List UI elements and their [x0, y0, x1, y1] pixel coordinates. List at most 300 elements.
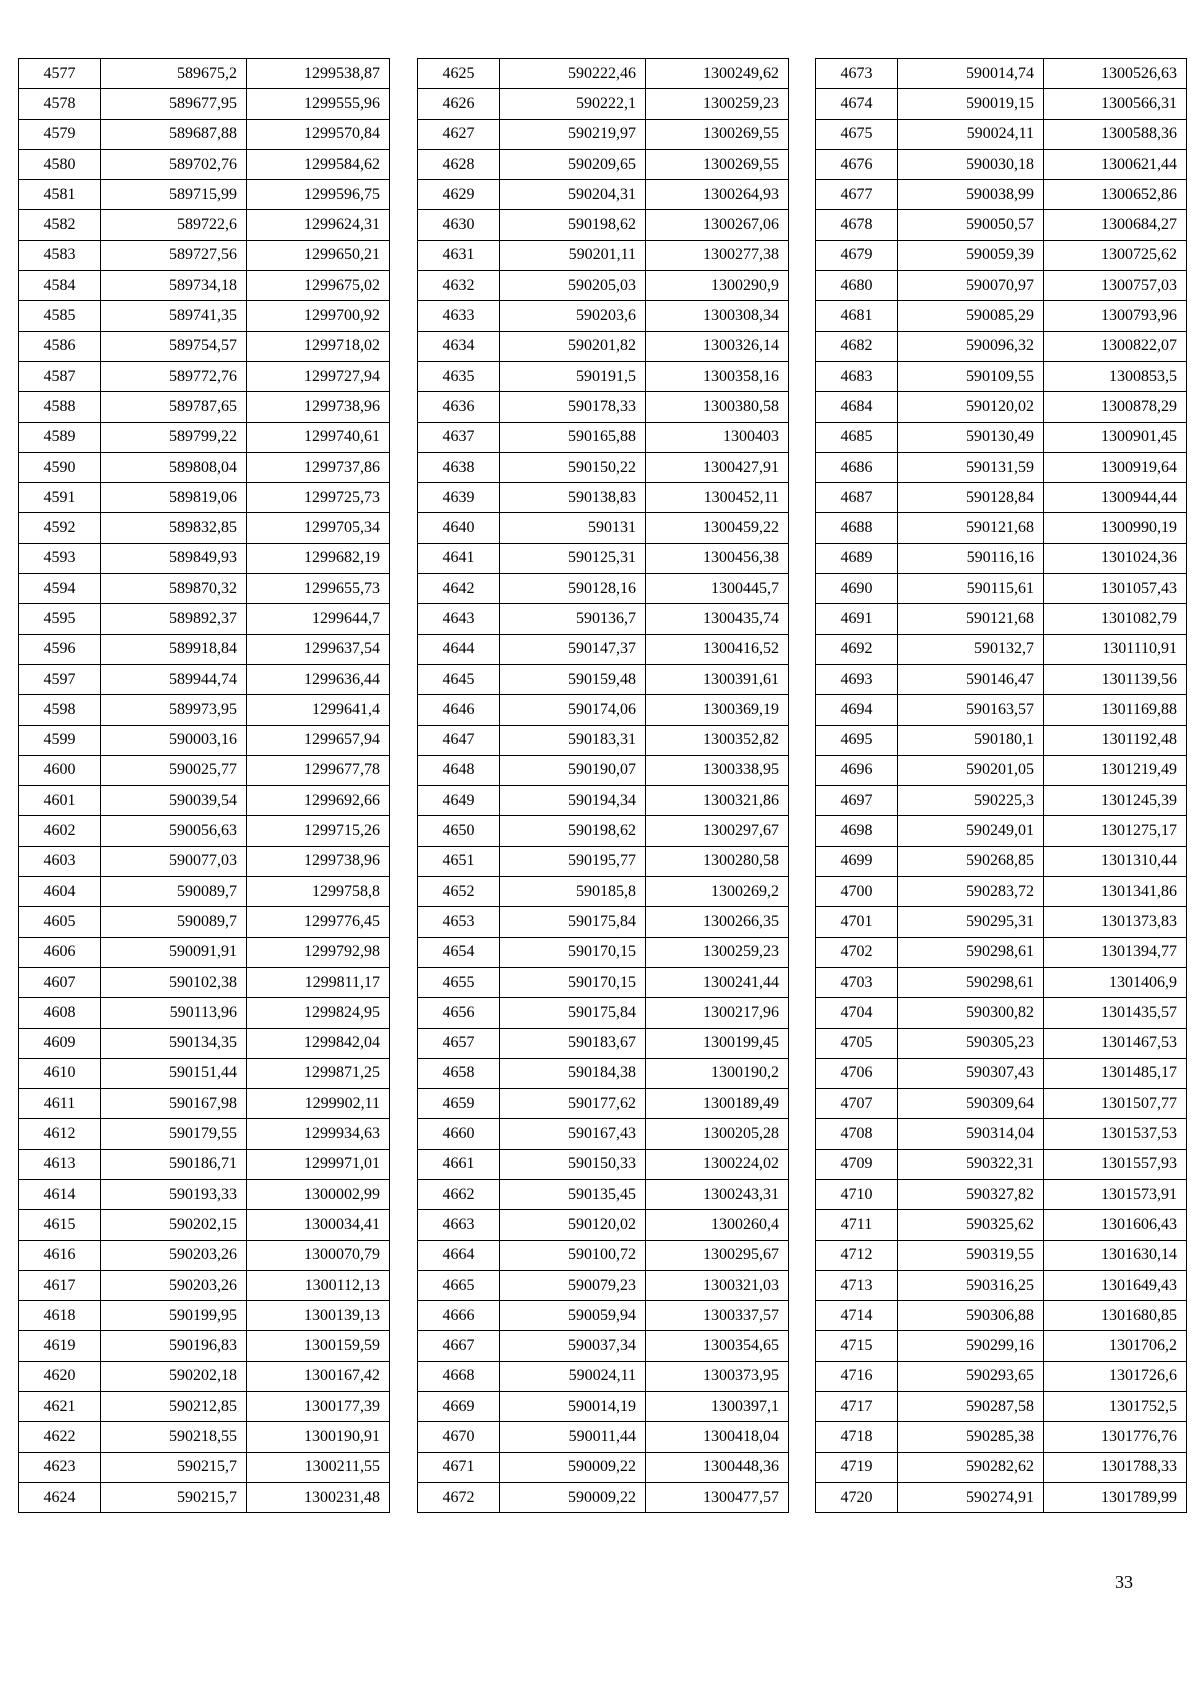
- point-number-cell: 4608: [19, 998, 101, 1028]
- table-row: [418, 1270, 789, 1300]
- x-coordinate-cell: 590179,55: [101, 1119, 247, 1149]
- y-coordinate-cell: 1301110,91: [1044, 634, 1187, 664]
- y-coordinate-cell: 1300391,61: [646, 664, 789, 694]
- x-coordinate-cell: 590091,91: [101, 937, 247, 967]
- x-coordinate-cell: 590138,83: [500, 483, 646, 513]
- table-row: [19, 695, 390, 725]
- point-number-cell: 4661: [418, 1149, 500, 1179]
- point-number-cell: 4667: [418, 1331, 500, 1361]
- y-coordinate-cell: 1300566,31: [1044, 89, 1187, 119]
- x-coordinate-cell: 590096,32: [898, 331, 1044, 361]
- y-coordinate-cell: 1300070,79: [247, 1240, 390, 1270]
- y-coordinate-cell: 1300308,34: [646, 301, 789, 331]
- point-number-cell: 4687: [816, 483, 898, 513]
- table-row: [19, 271, 390, 301]
- y-coordinate-cell: 1300456,38: [646, 543, 789, 573]
- y-coordinate-cell: 1299538,87: [247, 59, 390, 89]
- table-row: [816, 1301, 1187, 1331]
- y-coordinate-cell: 1301507,77: [1044, 1089, 1187, 1119]
- point-number-cell: 4603: [19, 846, 101, 876]
- y-coordinate-cell: 1299596,75: [247, 180, 390, 210]
- x-coordinate-cell: 590198,62: [500, 816, 646, 846]
- x-coordinate-cell: 590215,7: [101, 1482, 247, 1512]
- point-number-cell: 4581: [19, 180, 101, 210]
- table-row: [19, 998, 390, 1028]
- point-number-cell: 4703: [816, 967, 898, 997]
- y-coordinate-cell: 1301057,43: [1044, 574, 1187, 604]
- y-coordinate-cell: 1299934,63: [247, 1119, 390, 1149]
- point-number-cell: 4605: [19, 907, 101, 937]
- point-number-cell: 4716: [816, 1361, 898, 1391]
- x-coordinate-cell: 590037,34: [500, 1331, 646, 1361]
- y-coordinate-cell: 1300477,57: [646, 1482, 789, 1512]
- y-coordinate-cell: 1299705,34: [247, 513, 390, 543]
- table-row: [816, 1452, 1187, 1482]
- point-number-cell: 4600: [19, 755, 101, 785]
- y-coordinate-cell: 1300793,96: [1044, 301, 1187, 331]
- y-coordinate-cell: 1300919,64: [1044, 452, 1187, 482]
- table-row: [19, 1301, 390, 1331]
- y-coordinate-cell: 1300217,96: [646, 998, 789, 1028]
- point-number-cell: 4693: [816, 664, 898, 694]
- x-coordinate-cell: 590190,07: [500, 755, 646, 785]
- y-coordinate-cell: 1300757,03: [1044, 271, 1187, 301]
- table-row: [19, 361, 390, 391]
- y-coordinate-cell: 1299570,84: [247, 119, 390, 149]
- x-coordinate-cell: 590184,38: [500, 1058, 646, 1088]
- x-coordinate-cell: 590325,62: [898, 1210, 1044, 1240]
- x-coordinate-cell: 590009,22: [500, 1482, 646, 1512]
- point-number-cell: 4617: [19, 1270, 101, 1300]
- table-row: [19, 1089, 390, 1119]
- y-coordinate-cell: 1301706,2: [1044, 1331, 1187, 1361]
- point-number-cell: 4594: [19, 574, 101, 604]
- x-coordinate-cell: 590011,44: [500, 1422, 646, 1452]
- x-coordinate-cell: 590201,82: [500, 331, 646, 361]
- y-coordinate-cell: 1300652,86: [1044, 180, 1187, 210]
- table-row: [816, 89, 1187, 119]
- x-coordinate-cell: 590130,49: [898, 422, 1044, 452]
- x-coordinate-cell: 590249,01: [898, 816, 1044, 846]
- point-number-cell: 4701: [816, 907, 898, 937]
- x-coordinate-cell: 590285,38: [898, 1422, 1044, 1452]
- x-coordinate-cell: 589944,74: [101, 664, 247, 694]
- y-coordinate-cell: 1299641,4: [247, 695, 390, 725]
- x-coordinate-cell: 590116,16: [898, 543, 1044, 573]
- y-coordinate-cell: 1301557,93: [1044, 1149, 1187, 1179]
- x-coordinate-cell: 589870,32: [101, 574, 247, 604]
- x-coordinate-cell: 590309,64: [898, 1089, 1044, 1119]
- x-coordinate-cell: 590025,77: [101, 755, 247, 785]
- x-coordinate-cell: 590316,25: [898, 1270, 1044, 1300]
- y-coordinate-cell: 1299871,25: [247, 1058, 390, 1088]
- x-coordinate-cell: 590205,03: [500, 271, 646, 301]
- table-row: [19, 937, 390, 967]
- y-coordinate-cell: 1299740,61: [247, 422, 390, 452]
- y-coordinate-cell: 1301467,53: [1044, 1028, 1187, 1058]
- y-coordinate-cell: 1299644,7: [247, 604, 390, 634]
- table-row: [19, 1270, 390, 1300]
- table-row: [816, 1149, 1187, 1179]
- x-coordinate-cell: 590201,05: [898, 755, 1044, 785]
- x-coordinate-cell: 590203,26: [101, 1270, 247, 1300]
- table-row: [418, 361, 789, 391]
- table-row: [418, 180, 789, 210]
- table-row: [418, 1240, 789, 1270]
- point-number-cell: 4634: [418, 331, 500, 361]
- table-row: [418, 271, 789, 301]
- point-number-cell: 4620: [19, 1361, 101, 1391]
- y-coordinate-cell: 1300269,2: [646, 877, 789, 907]
- x-coordinate-cell: 589832,85: [101, 513, 247, 543]
- table-row: [418, 240, 789, 270]
- table-row: [418, 89, 789, 119]
- x-coordinate-cell: 590115,61: [898, 574, 1044, 604]
- x-coordinate-cell: 590056,63: [101, 816, 247, 846]
- table-row: [418, 1210, 789, 1240]
- table-row: [19, 786, 390, 816]
- table-row: [19, 1331, 390, 1361]
- y-coordinate-cell: 1300264,93: [646, 180, 789, 210]
- y-coordinate-cell: 1300354,65: [646, 1331, 789, 1361]
- point-number-cell: 4698: [816, 816, 898, 846]
- x-coordinate-cell: 590120,02: [500, 1210, 646, 1240]
- x-coordinate-cell: 590282,62: [898, 1452, 1044, 1482]
- x-coordinate-cell: 590024,11: [500, 1361, 646, 1391]
- point-number-cell: 4649: [418, 786, 500, 816]
- x-coordinate-cell: 590170,15: [500, 967, 646, 997]
- table-row: [418, 1058, 789, 1088]
- point-number-cell: 4653: [418, 907, 500, 937]
- table-row: [19, 59, 390, 89]
- x-coordinate-cell: 589702,76: [101, 149, 247, 179]
- table-row: [816, 301, 1187, 331]
- point-number-cell: 4596: [19, 634, 101, 664]
- y-coordinate-cell: 1300290,9: [646, 271, 789, 301]
- x-coordinate-cell: 590165,88: [500, 422, 646, 452]
- y-coordinate-cell: 1301435,57: [1044, 998, 1187, 1028]
- y-coordinate-cell: 1299655,73: [247, 574, 390, 604]
- y-coordinate-cell: 1300337,57: [646, 1301, 789, 1331]
- y-coordinate-cell: 1300259,23: [646, 937, 789, 967]
- y-coordinate-cell: 1300241,44: [646, 967, 789, 997]
- table-row: [418, 816, 789, 846]
- table-row: [816, 846, 1187, 876]
- table-row: [19, 664, 390, 694]
- table-row: [19, 1422, 390, 1452]
- x-coordinate-cell: 590163,57: [898, 695, 1044, 725]
- table-row: [816, 937, 1187, 967]
- point-number-cell: 4589: [19, 422, 101, 452]
- y-coordinate-cell: 1299677,78: [247, 755, 390, 785]
- table-row: [418, 877, 789, 907]
- table-row: [19, 240, 390, 270]
- x-coordinate-cell: 590079,23: [500, 1270, 646, 1300]
- y-coordinate-cell: 1301789,99: [1044, 1482, 1187, 1512]
- x-coordinate-cell: 590150,22: [500, 452, 646, 482]
- point-number-cell: 4647: [418, 725, 500, 755]
- point-number-cell: 4662: [418, 1179, 500, 1209]
- x-coordinate-cell: 590121,68: [898, 513, 1044, 543]
- point-number-cell: 4585: [19, 301, 101, 331]
- table-row: [19, 634, 390, 664]
- point-number-cell: 4601: [19, 786, 101, 816]
- table-row: [816, 1210, 1187, 1240]
- y-coordinate-cell: 1300139,13: [247, 1301, 390, 1331]
- point-number-cell: 4681: [816, 301, 898, 331]
- table-row: [418, 1028, 789, 1058]
- x-coordinate-cell: 590215,7: [101, 1452, 247, 1482]
- point-number-cell: 4679: [816, 240, 898, 270]
- x-coordinate-cell: 590113,96: [101, 998, 247, 1028]
- point-number-cell: 4702: [816, 937, 898, 967]
- table-row: [418, 967, 789, 997]
- y-coordinate-cell: 1300588,36: [1044, 119, 1187, 149]
- x-coordinate-cell: 590131: [500, 513, 646, 543]
- point-number-cell: 4579: [19, 119, 101, 149]
- y-coordinate-cell: 1300295,67: [646, 1240, 789, 1270]
- table-row: [418, 59, 789, 89]
- point-number-cell: 4685: [816, 422, 898, 452]
- x-coordinate-cell: 589772,76: [101, 361, 247, 391]
- y-coordinate-cell: 1300822,07: [1044, 331, 1187, 361]
- point-number-cell: 4720: [816, 1482, 898, 1512]
- y-coordinate-cell: 1300448,36: [646, 1452, 789, 1482]
- table-row: [418, 422, 789, 452]
- point-number-cell: 4674: [816, 89, 898, 119]
- y-coordinate-cell: 1301406,9: [1044, 967, 1187, 997]
- x-coordinate-cell: 590175,84: [500, 907, 646, 937]
- point-number-cell: 4644: [418, 634, 500, 664]
- x-coordinate-cell: 590185,8: [500, 877, 646, 907]
- y-coordinate-cell: 1300002,99: [247, 1179, 390, 1209]
- table-row: [418, 1361, 789, 1391]
- table-row: [19, 1058, 390, 1088]
- x-coordinate-cell: 589787,65: [101, 392, 247, 422]
- y-coordinate-cell: 1299624,31: [247, 210, 390, 240]
- point-number-cell: 4624: [19, 1482, 101, 1512]
- x-coordinate-cell: 590268,85: [898, 846, 1044, 876]
- table-row: [816, 59, 1187, 89]
- y-coordinate-cell: 1299692,66: [247, 786, 390, 816]
- y-coordinate-cell: 1300231,48: [247, 1482, 390, 1512]
- y-coordinate-cell: 1301573,91: [1044, 1179, 1187, 1209]
- x-coordinate-cell: 589799,22: [101, 422, 247, 452]
- point-number-cell: 4633: [418, 301, 500, 331]
- x-coordinate-cell: 590195,77: [500, 846, 646, 876]
- y-coordinate-cell: 1300190,91: [247, 1422, 390, 1452]
- x-coordinate-cell: 590306,88: [898, 1301, 1044, 1331]
- x-coordinate-cell: 590212,85: [101, 1392, 247, 1422]
- table-row: [19, 604, 390, 634]
- y-coordinate-cell: 1300189,49: [646, 1089, 789, 1119]
- point-number-cell: 4618: [19, 1301, 101, 1331]
- x-coordinate-cell: 589819,06: [101, 483, 247, 513]
- table-row: [418, 1119, 789, 1149]
- x-coordinate-cell: 590209,65: [500, 149, 646, 179]
- table-row: [816, 786, 1187, 816]
- table-row: [19, 967, 390, 997]
- x-coordinate-cell: 590319,55: [898, 1240, 1044, 1270]
- x-coordinate-cell: 590174,06: [500, 695, 646, 725]
- table-row: [816, 1028, 1187, 1058]
- table-row: [816, 967, 1187, 997]
- y-coordinate-cell: 1300034,41: [247, 1210, 390, 1240]
- point-number-cell: 4718: [816, 1422, 898, 1452]
- point-number-cell: 4658: [418, 1058, 500, 1088]
- table-row: [816, 483, 1187, 513]
- y-coordinate-cell: 1301485,17: [1044, 1058, 1187, 1088]
- point-number-cell: 4670: [418, 1422, 500, 1452]
- table-row: [418, 574, 789, 604]
- table-row: [19, 574, 390, 604]
- table-row: [816, 725, 1187, 755]
- point-number-cell: 4623: [19, 1452, 101, 1482]
- x-coordinate-cell: 590298,61: [898, 967, 1044, 997]
- table-row: [418, 907, 789, 937]
- y-coordinate-cell: 1300684,27: [1044, 210, 1187, 240]
- point-number-cell: 4614: [19, 1179, 101, 1209]
- point-number-cell: 4696: [816, 755, 898, 785]
- table-row: [816, 907, 1187, 937]
- y-coordinate-cell: 1300853,5: [1044, 361, 1187, 391]
- y-coordinate-cell: 1300269,55: [646, 149, 789, 179]
- y-coordinate-cell: 1300321,86: [646, 786, 789, 816]
- y-coordinate-cell: 1301649,43: [1044, 1270, 1187, 1300]
- y-coordinate-cell: 1300418,04: [646, 1422, 789, 1452]
- point-number-cell: 4690: [816, 574, 898, 604]
- point-number-cell: 4599: [19, 725, 101, 755]
- x-coordinate-cell: 589741,35: [101, 301, 247, 331]
- table-row: [816, 149, 1187, 179]
- coordinate-table-2: [417, 58, 789, 1513]
- point-number-cell: 4611: [19, 1089, 101, 1119]
- y-coordinate-cell: 1299718,02: [247, 331, 390, 361]
- point-number-cell: 4643: [418, 604, 500, 634]
- point-number-cell: 4602: [19, 816, 101, 846]
- table-row: [418, 483, 789, 513]
- point-number-cell: 4584: [19, 271, 101, 301]
- x-coordinate-cell: 590293,65: [898, 1361, 1044, 1391]
- y-coordinate-cell: 1301606,43: [1044, 1210, 1187, 1240]
- y-coordinate-cell: 1300243,31: [646, 1179, 789, 1209]
- point-number-cell: 4657: [418, 1028, 500, 1058]
- x-coordinate-cell: 590050,57: [898, 210, 1044, 240]
- x-coordinate-cell: 590125,31: [500, 543, 646, 573]
- x-coordinate-cell: 590038,99: [898, 180, 1044, 210]
- x-coordinate-cell: 590009,22: [500, 1452, 646, 1482]
- table-row: [19, 725, 390, 755]
- table-row: [816, 1119, 1187, 1149]
- point-number-cell: 4695: [816, 725, 898, 755]
- point-number-cell: 4628: [418, 149, 500, 179]
- table-row: [19, 1452, 390, 1482]
- table-row: [816, 1089, 1187, 1119]
- table-row: [816, 1482, 1187, 1512]
- x-coordinate-cell: 590019,15: [898, 89, 1044, 119]
- y-coordinate-cell: 1300397,1: [646, 1392, 789, 1422]
- y-coordinate-cell: 1300621,44: [1044, 149, 1187, 179]
- table-row: [19, 877, 390, 907]
- x-coordinate-cell: 590039,54: [101, 786, 247, 816]
- point-number-cell: 4676: [816, 149, 898, 179]
- point-number-cell: 4669: [418, 1392, 500, 1422]
- y-coordinate-cell: 1300211,55: [247, 1452, 390, 1482]
- table-row: [19, 1119, 390, 1149]
- table-row: [816, 755, 1187, 785]
- x-coordinate-cell: 590109,55: [898, 361, 1044, 391]
- point-number-cell: 4678: [816, 210, 898, 240]
- y-coordinate-cell: 1301310,44: [1044, 846, 1187, 876]
- point-number-cell: 4588: [19, 392, 101, 422]
- x-coordinate-cell: 590135,45: [500, 1179, 646, 1209]
- x-coordinate-cell: 590170,15: [500, 937, 646, 967]
- point-number-cell: 4648: [418, 755, 500, 785]
- x-coordinate-cell: 590132,7: [898, 634, 1044, 664]
- point-number-cell: 4656: [418, 998, 500, 1028]
- x-coordinate-cell: 590089,7: [101, 877, 247, 907]
- y-coordinate-cell: 1301275,17: [1044, 816, 1187, 846]
- point-number-cell: 4604: [19, 877, 101, 907]
- y-coordinate-cell: 1300459,22: [646, 513, 789, 543]
- point-number-cell: 4697: [816, 786, 898, 816]
- table-row: [816, 361, 1187, 391]
- x-coordinate-cell: 590183,67: [500, 1028, 646, 1058]
- y-coordinate-cell: 1300878,29: [1044, 392, 1187, 422]
- x-coordinate-cell: 590077,03: [101, 846, 247, 876]
- x-coordinate-cell: 590300,82: [898, 998, 1044, 1028]
- x-coordinate-cell: 590131,59: [898, 452, 1044, 482]
- point-number-cell: 4635: [418, 361, 500, 391]
- x-coordinate-cell: 590159,48: [500, 664, 646, 694]
- x-coordinate-cell: 590178,33: [500, 392, 646, 422]
- table-row: [418, 513, 789, 543]
- y-coordinate-cell: 1299737,86: [247, 452, 390, 482]
- x-coordinate-cell: 590193,33: [101, 1179, 247, 1209]
- point-number-cell: 4706: [816, 1058, 898, 1088]
- y-coordinate-cell: 1300321,03: [646, 1270, 789, 1300]
- point-number-cell: 4591: [19, 483, 101, 513]
- point-number-cell: 4705: [816, 1028, 898, 1058]
- table-row: [418, 301, 789, 331]
- y-coordinate-cell: 1301394,77: [1044, 937, 1187, 967]
- point-number-cell: 4694: [816, 695, 898, 725]
- y-coordinate-cell: 1301169,88: [1044, 695, 1187, 725]
- table-row: [418, 846, 789, 876]
- y-coordinate-cell: 1300435,74: [646, 604, 789, 634]
- point-number-cell: 4672: [418, 1482, 500, 1512]
- point-number-cell: 4677: [816, 180, 898, 210]
- point-number-cell: 4642: [418, 574, 500, 604]
- y-coordinate-cell: 1301082,79: [1044, 604, 1187, 634]
- table-row: [816, 119, 1187, 149]
- table-row: [418, 1149, 789, 1179]
- x-coordinate-cell: 589715,99: [101, 180, 247, 210]
- y-coordinate-cell: 1299811,17: [247, 967, 390, 997]
- point-number-cell: 4704: [816, 998, 898, 1028]
- y-coordinate-cell: 1299824,95: [247, 998, 390, 1028]
- y-coordinate-cell: 1301219,49: [1044, 755, 1187, 785]
- x-coordinate-cell: 590322,31: [898, 1149, 1044, 1179]
- point-number-cell: 4668: [418, 1361, 500, 1391]
- table-row: [418, 452, 789, 482]
- point-number-cell: 4713: [816, 1270, 898, 1300]
- point-number-cell: 4641: [418, 543, 500, 573]
- table-row: [816, 1058, 1187, 1088]
- y-coordinate-cell: 1300190,2: [646, 1058, 789, 1088]
- y-coordinate-cell: 1301630,14: [1044, 1240, 1187, 1270]
- table-row: [19, 210, 390, 240]
